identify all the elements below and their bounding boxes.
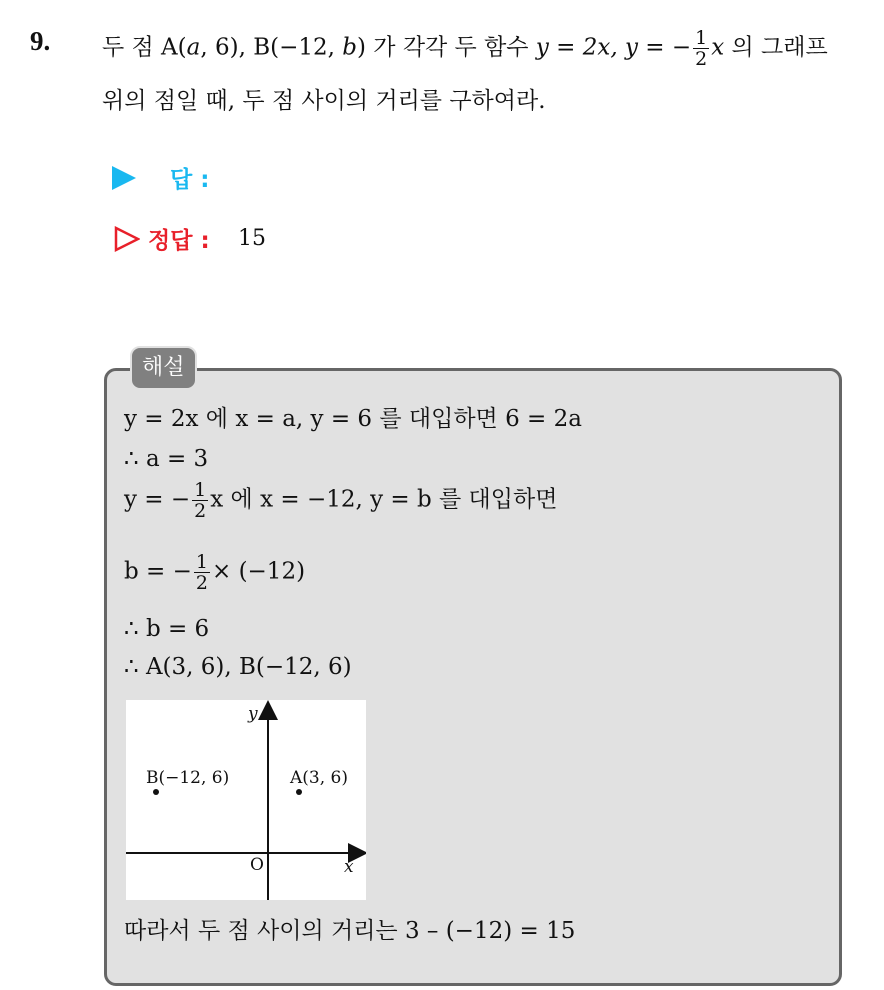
- fraction-denominator: 2: [195, 572, 208, 594]
- x-axis-label: x: [344, 857, 354, 877]
- question-line-2: 위의 점일 때, 두 점 사이의 거리를 구하여라.: [102, 88, 546, 114]
- fraction-denominator: 2: [695, 48, 708, 70]
- step3-suffix: x 에 x = −12, y = b 를 대입하면: [210, 486, 558, 513]
- point-b-dot: [153, 789, 159, 795]
- correct-answer-label-text: 정답: [148, 228, 193, 254]
- solution-step-2: ∴ a = 3: [124, 446, 209, 472]
- question-number: 9.: [30, 26, 51, 56]
- answer-label-text: 답: [170, 167, 193, 193]
- variable-a: a: [186, 34, 201, 61]
- solution-step-1: y = 2x 에 x = a, y = 6 를 대입하면 6 = 2a: [124, 406, 582, 432]
- solution-step-3: [124, 480, 557, 521]
- question-text: 두 점 A(: [102, 34, 187, 61]
- fraction-numerator: 1: [695, 27, 708, 49]
- outline-triangle-icon: [114, 226, 140, 252]
- step4-prefix: b = −: [124, 558, 192, 585]
- solution-step-4: [124, 552, 305, 593]
- point-b-label: B(−12, 6): [146, 768, 230, 788]
- correct-answer-label: [148, 222, 210, 255]
- graph-axes: [126, 700, 366, 900]
- question-text: 의 그래프: [724, 34, 828, 61]
- function-variable: x: [711, 34, 725, 61]
- correct-answer-colon: :: [200, 228, 210, 254]
- point-a-dot: [296, 789, 302, 795]
- step4-suffix: × (−12): [211, 558, 306, 585]
- answer-colon: :: [200, 167, 210, 193]
- fraction: [693, 28, 709, 69]
- solution-step-6: ∴ A(3, 6), B(−12, 6): [124, 654, 352, 680]
- fraction: [194, 552, 210, 593]
- solution-step-5: ∴ b = 6: [124, 616, 210, 642]
- y-axis-label: y: [248, 704, 258, 724]
- play-triangle-icon: [112, 166, 136, 190]
- coordinate-graph: [126, 700, 366, 900]
- fraction: [192, 480, 208, 521]
- function-expression: y = 2x, y = −: [535, 34, 692, 61]
- origin-label: O: [250, 855, 264, 875]
- step3-prefix: y = −: [124, 486, 191, 513]
- solution-conclusion: 따라서 두 점 사이의 거리는 3 – (−12) = 15: [124, 918, 576, 944]
- correct-answer-value: 15: [238, 226, 266, 251]
- answer-label: [170, 161, 209, 194]
- variable-b: b: [342, 34, 357, 61]
- fraction-numerator: 1: [194, 479, 207, 501]
- point-a-label: A(3, 6): [290, 768, 348, 788]
- fraction-numerator: 1: [195, 551, 208, 573]
- solution-tag: 해설: [130, 346, 197, 390]
- question-text: , 6), B(−12,: [200, 34, 343, 61]
- question-line-1: [102, 28, 828, 69]
- fraction-denominator: 2: [194, 500, 207, 522]
- question-text: ) 가 각각 두 함수: [357, 34, 536, 61]
